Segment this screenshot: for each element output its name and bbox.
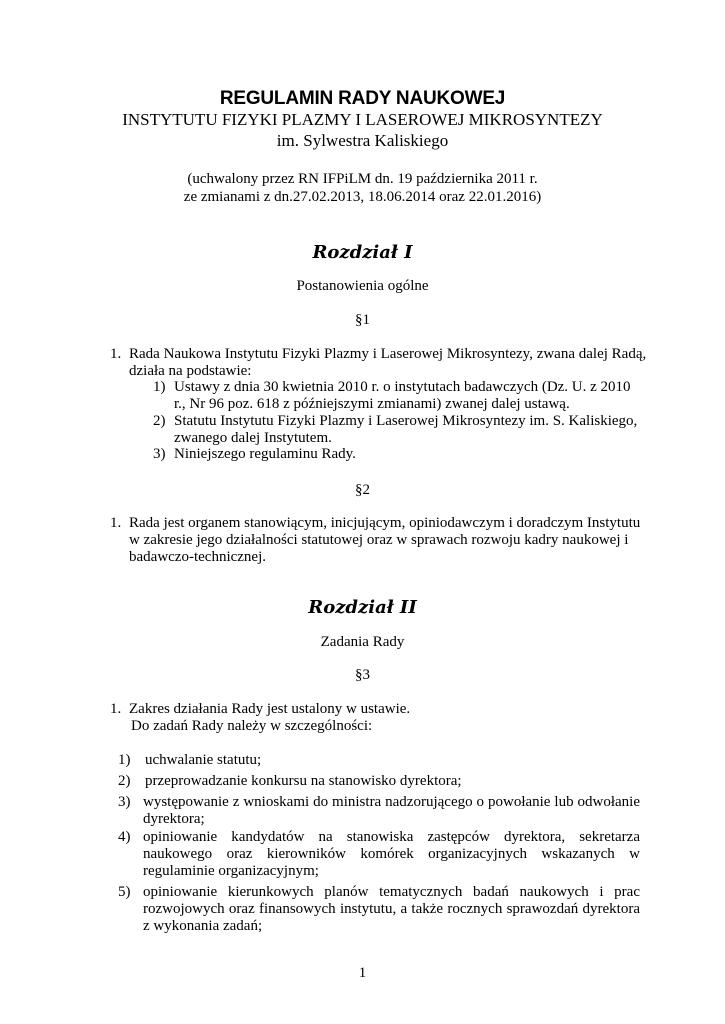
task-3-number: 3): [118, 794, 131, 810]
task-1-text: uchwalanie statutu;: [145, 752, 262, 768]
institute-name: INSTYTUTU FIZYKI PLAZMY I LASEROWEJ MIKROSYNTEZY: [122, 110, 603, 129]
p3-item-number: 1.: [110, 701, 122, 717]
adoption-note-line1: (uchwalony przez RN IFPiLM dn. 19 października 2011 r.: [187, 171, 538, 187]
p1-item-number: 1.: [110, 346, 122, 362]
p1-subitem-2-line1: Statutu Instytutu Fizyki Plazmy i Laserowej Mikrosyntezy im. S. Kaliskiego,: [174, 413, 638, 429]
p1-item-line2: działa na podstawie:: [129, 363, 252, 379]
p1-subitem-1-line2: r., Nr 96 poz. 618 z późniejszymi zmianami) zwanej dalej ustawą.: [174, 396, 570, 412]
chapter-1-heading: Rozdział I: [312, 242, 413, 263]
chapter-2-heading: Rozdział II: [308, 597, 417, 618]
chapter-2-subheading: Zadania Rady: [320, 634, 405, 650]
p3-item-line1: Zakres działania Rady jest ustalony w ustawie.: [129, 701, 411, 717]
task-5-number: 5): [118, 884, 131, 900]
paragraph-1-sign: §1: [355, 312, 370, 328]
task-3-text: występowanie z wnioskami do ministra nadzorującego o powołanie lub odwołanie dyrektora;: [143, 794, 640, 827]
p1-subitem-1-number: 1): [153, 379, 166, 395]
p2-item-line3: badawczo-technicznej.: [129, 549, 266, 565]
task-4-number: 4): [118, 829, 131, 845]
p1-subitem-2-line2: zwanego dalej Instytutem.: [174, 430, 332, 446]
p1-item-line1: Rada Naukowa Instytutu Fizyki Plazmy i Laserowej Mikrosyntezy, zwana dalej Radą,: [129, 346, 647, 362]
task-4-text: opiniowanie kandydatów na stanowiska zastępców dyrektora, sekretarza naukowego oraz kierowników komórek organizacyjnych wskazanych w regulaminie organizacyjnym;: [143, 829, 640, 879]
paragraph-2-sign: §2: [355, 482, 370, 498]
task-5-text: opiniowanie kierunkowych planów tematycznych badań naukowych i prac rozwojowych oraz finansowych instytutu, a także rocznych sprawozdań dyrektora z wykonania zadań;: [143, 884, 640, 934]
p1-subitem-1-line1: Ustawy z dnia 30 kwietnia 2010 r. o instytutach badawczych (Dz. U. z 2010: [174, 379, 631, 395]
document-title: REGULAMIN RADY NAUKOWEJ: [219, 88, 506, 109]
adoption-note-line2: ze zmianami z dn.27.02.2013, 18.06.2014 oraz 22.01.2016): [183, 189, 542, 205]
p2-item-line2: w zakresie jego działalności statutowej oraz w sprawach rozwoju kadry naukowej i: [129, 532, 629, 548]
paragraph-3-sign: §3: [355, 667, 370, 683]
p1-subitem-3-number: 3): [153, 446, 166, 462]
chapter-1-subheading: Postanowienia ogólne: [296, 278, 429, 294]
page-number: 1: [358, 965, 367, 981]
task-2-text: przeprowadzanie konkursu na stanowisko dyrektora;: [145, 773, 462, 789]
institute-patron: im. Sylwestra Kaliskiego: [276, 131, 449, 150]
task-2-number: 2): [118, 773, 131, 789]
task-1-number: 1): [118, 752, 131, 768]
p1-subitem-3-line1: Niniejszego regulaminu Rady.: [174, 446, 356, 462]
p2-item-number: 1.: [110, 515, 122, 531]
p3-item-line2: Do zadań Rady należy w szczególności:: [131, 718, 373, 734]
p2-item-line1: Rada jest organem stanowiącym, inicjującym, opiniodawczym i doradczym Instytutu: [129, 515, 641, 531]
p1-subitem-2-number: 2): [153, 413, 166, 429]
